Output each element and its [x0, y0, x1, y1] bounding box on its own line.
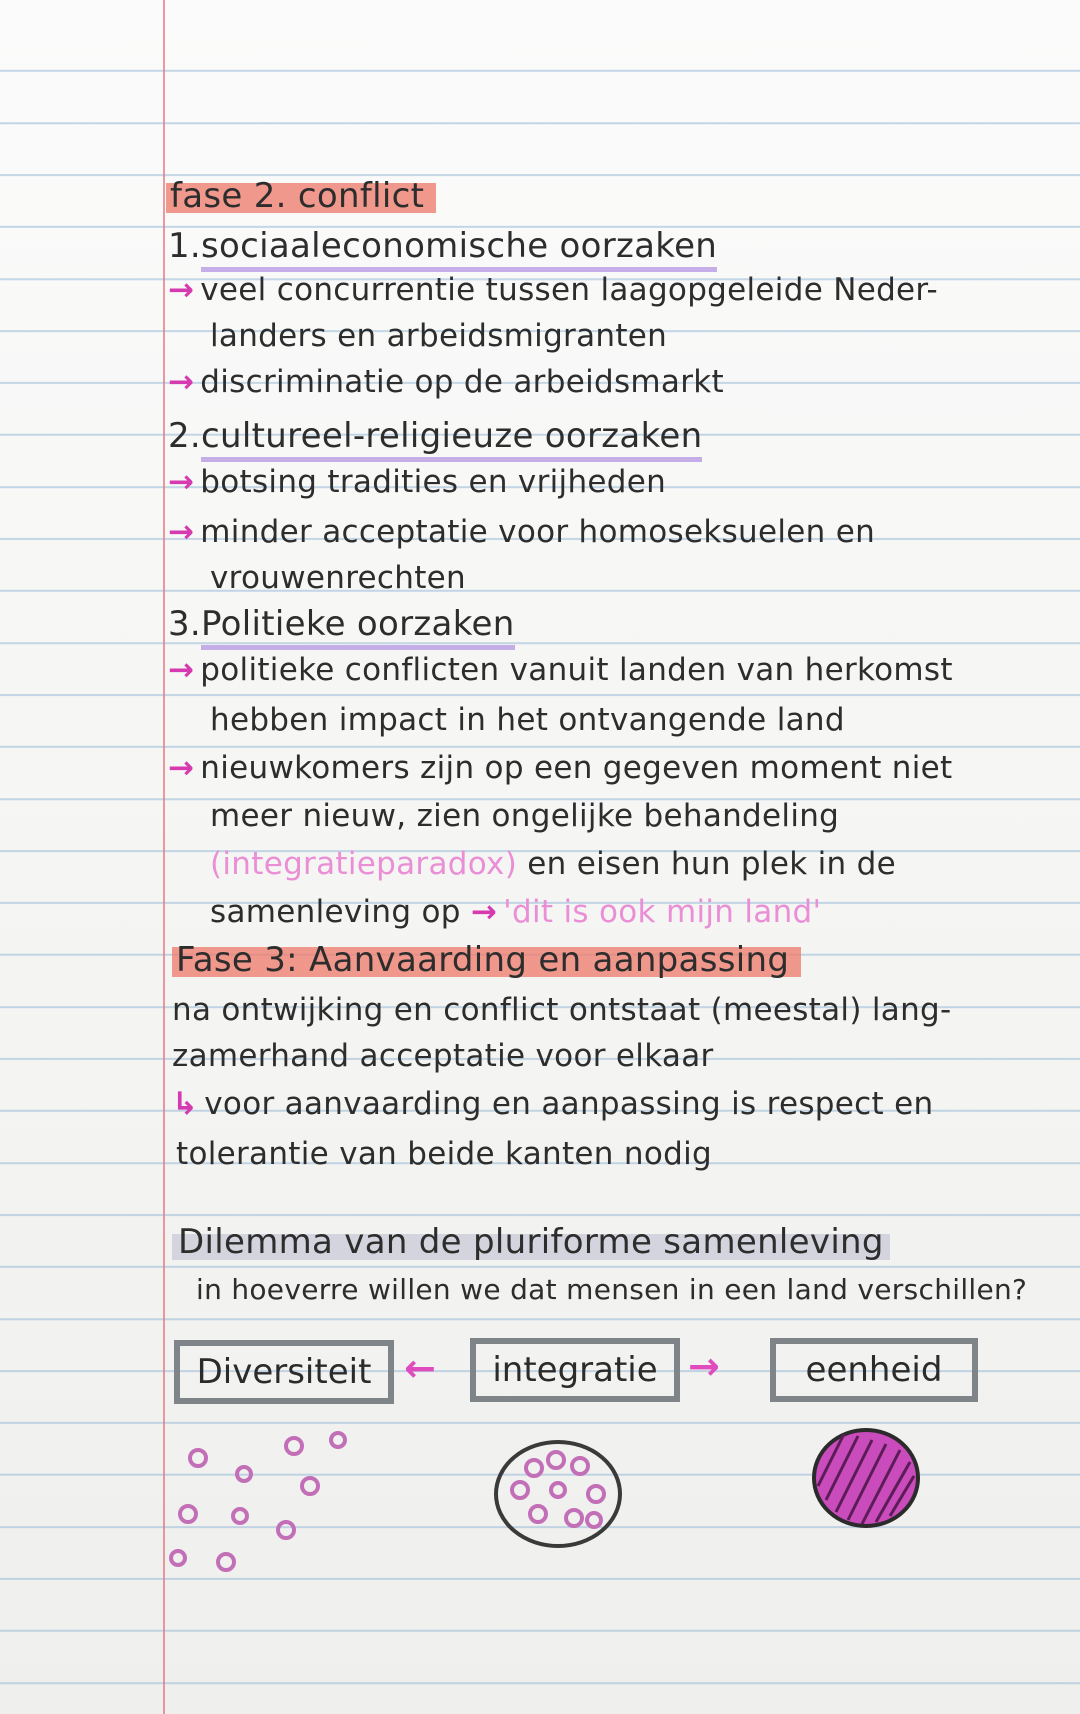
integratie-circle — [496, 1442, 620, 1546]
arrow-icon: → — [168, 464, 195, 500]
diversiteit-dots — [171, 1433, 345, 1570]
fase2-heading: fase 2. conflict — [166, 176, 436, 216]
fase3-heading: Fase 3: Aanvaarding en aanpassing — [172, 940, 801, 980]
sec3-bullet-2-cont-3: samenleving op → 'dit is ook mijn land' — [210, 894, 822, 930]
arrow-icon: → — [168, 364, 195, 400]
section-2-heading: 2.cultureel-religieuze oorzaken — [168, 416, 702, 456]
bent-arrow-icon: ↳ — [172, 1086, 199, 1122]
sec3-bullet-2-cont-1: meer nieuw, zien ongelijke behandeling — [210, 798, 840, 834]
sec2-bullet-2: → minder acceptatie voor homoseksuelen en — [168, 514, 876, 550]
sec1-bullet-2: → discriminatie op de arbeidsmarkt — [168, 364, 724, 400]
sec3-bullet-2-cont-2: (integratieparadox) en eisen hun plek in de — [210, 846, 896, 882]
sec3-bullet-2: → nieuwkomers zijn op een gegeven moment niet — [168, 750, 953, 786]
section-3-heading: 3.Politieke oorzaken — [168, 604, 515, 644]
eenheid-box: eenheid — [770, 1338, 978, 1402]
fase3-line-3: ↳ voor aanvaarding en aanpassing is respect en — [172, 1086, 934, 1122]
arrow-icon: → — [470, 894, 498, 930]
dilemma-heading: Dilemma van de pluriforme samenleving — [172, 1222, 890, 1262]
arrow-icon: → — [168, 514, 195, 550]
section-1-heading: 1.sociaaleconomische oorzaken — [168, 226, 717, 266]
arrow-icon: → — [168, 652, 195, 688]
sec2-bullet-2-cont: vrouwenrechten — [210, 560, 466, 596]
sec3-bullet-1-cont: hebben impact in het ontvangende land — [210, 702, 845, 738]
fase3-line-4: tolerantie van beide kanten nodig — [176, 1136, 712, 1172]
fase3-line-2: zamerhand acceptatie voor elkaar — [172, 1038, 714, 1074]
sec2-bullet-1: → botsing tradities en vrijheden — [168, 464, 667, 500]
arrow-left-icon: ← — [404, 1346, 436, 1390]
sec1-bullet-1-cont: landers en arbeidsmigranten — [210, 318, 668, 354]
arrow-right-icon: → — [688, 1344, 720, 1388]
sec1-bullet-1: → veel concurrentie tussen laagopgeleide Neder- — [168, 272, 938, 308]
diversiteit-box: Diversiteit — [174, 1340, 394, 1404]
integratie-box: integratie — [470, 1338, 680, 1402]
arrow-icon: → — [168, 750, 195, 786]
arrow-icon: → — [168, 272, 195, 308]
eenheid-circle — [814, 1430, 918, 1526]
sec3-bullet-1: → politieke conflicten vanuit landen van herkomst — [168, 652, 953, 688]
dilemma-question: in hoeverre willen we dat mensen in een land verschillen? — [196, 1273, 1028, 1306]
fase3-line-1: na ontwijking en conflict ontstaat (meestal) lang- — [172, 992, 952, 1028]
